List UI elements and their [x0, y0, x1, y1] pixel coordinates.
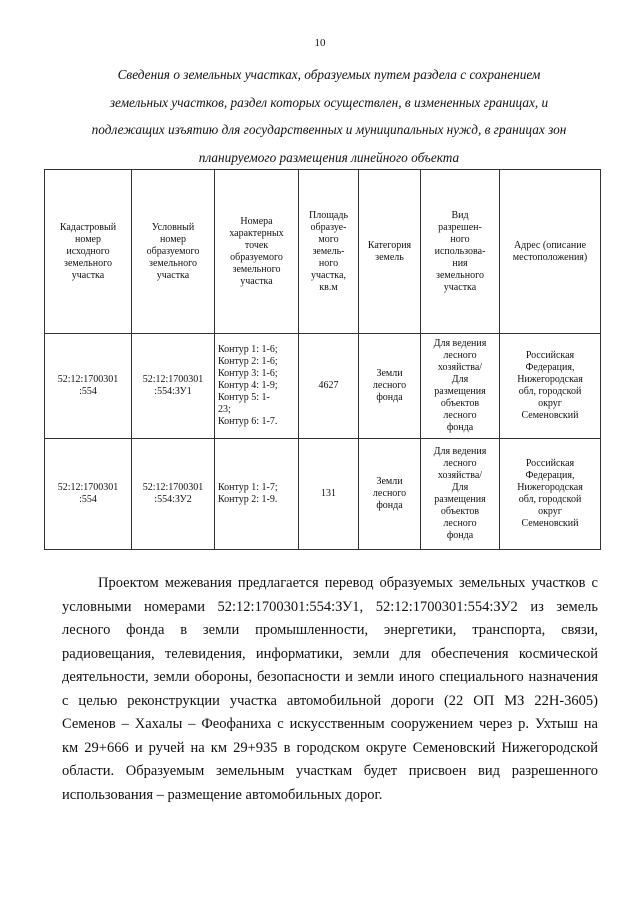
- cell-line: обл, городской: [518, 494, 582, 505]
- cell-line: Федерация,: [525, 362, 575, 373]
- cell-line: использова-: [434, 245, 486, 257]
- cell-line: Контур 2: 1-6;: [218, 356, 278, 367]
- header-permitted-use: [421, 170, 500, 334]
- cell-line: точек: [244, 239, 269, 251]
- body-line: использования – размещение автомобильных дорог.: [62, 786, 383, 803]
- body-line: с целью реконструкции участка автомобильной дороги (22 ОП МЗ 22Н-3605): [62, 692, 598, 709]
- body-line: Семенов – Хахалы – Феофаниха с искусственным сооружением через р. Ухтыш на: [62, 716, 598, 732]
- cell-line: 52:12:1700301: [57, 482, 119, 493]
- body-line: деятельности, земли обороны, безопасности и земли иного специального назначения: [62, 669, 598, 685]
- cell-line: участка: [240, 275, 273, 287]
- cell-line: размещения: [434, 494, 486, 505]
- cell-line: лесного: [443, 518, 477, 529]
- title-line: подлежащих изъятию для государственных и муниципальных нужд, в границах зон: [91, 122, 567, 137]
- cell-line: участка,: [311, 269, 346, 281]
- cell-conditional-number: [132, 334, 215, 439]
- cell-line: Контур 6: 1-7.: [218, 416, 278, 427]
- cell-line: размещения: [434, 386, 486, 397]
- cell-line: :554: [79, 386, 97, 397]
- document-title: [62, 61, 596, 171]
- cell-contour-points: [215, 439, 299, 550]
- table-row: [45, 439, 601, 550]
- cell-line: Для: [451, 482, 469, 493]
- cell-line: местоположения): [512, 251, 588, 263]
- cell-line: Семеновский: [521, 518, 579, 529]
- cell-line: лесного: [372, 488, 407, 499]
- cell-line: Для: [451, 374, 469, 385]
- title-line: земельных участков, раздел которых осуществлен, в измененных границах, и: [109, 94, 549, 110]
- cell-line: 52:12:1700301: [57, 374, 119, 385]
- cell-line: Адрес (описание: [513, 239, 587, 251]
- cell-source-cadastral: [45, 439, 132, 550]
- cell-line: ного: [450, 233, 470, 245]
- cell-line: номер: [160, 233, 186, 245]
- cell-line: Контур 2: 1-9.: [218, 494, 278, 505]
- table-header-row: [45, 170, 601, 334]
- cell-line: образуемого: [146, 245, 200, 257]
- header-conditional-number: [132, 170, 215, 334]
- cell-line: лесного: [443, 410, 477, 421]
- cell-line: :554: [79, 494, 97, 505]
- body-paragraph: [62, 572, 598, 807]
- cell-line: обл, городской: [518, 386, 582, 397]
- cell-address: [500, 439, 601, 550]
- cell-line: образуемого: [230, 251, 283, 263]
- cell-line: хозяйства/: [437, 362, 483, 373]
- cell-contour-points: [215, 334, 299, 439]
- cell-line: 52:12:1700301: [142, 482, 204, 493]
- cell-line: земель: [375, 251, 404, 263]
- header-source-cadastral: [45, 170, 132, 334]
- cell-line: земельного: [436, 269, 484, 281]
- cell-line: Категория: [367, 239, 412, 251]
- cell-line: объектов: [440, 506, 480, 517]
- body-line: области. Образуемым земельным участкам будет присвоен вид разрешенного: [62, 763, 598, 779]
- cell-line: ного: [318, 257, 339, 269]
- cell-line: Контур 4: 1-9;: [218, 380, 278, 391]
- cell-line: Земли: [376, 476, 403, 487]
- cell-line: :554:ЗУ2: [154, 494, 192, 505]
- cell-line: Контур 3: 1-6;: [218, 368, 278, 379]
- cell-area: 131: [299, 439, 359, 550]
- cell-line: :554:ЗУ1: [154, 386, 192, 397]
- body-line: км 29+666 и ручей на км 29+935 в городском округе Семеновский Нижегородской: [62, 739, 598, 756]
- cell-line: Контур 1: 1-7;: [218, 482, 278, 493]
- cell-line: фонда: [446, 422, 474, 433]
- cell-source-cadastral: [45, 334, 132, 439]
- cell-area: 4627: [299, 334, 359, 439]
- cell-line: округ: [538, 398, 562, 409]
- cell-line: Семеновский: [521, 410, 579, 421]
- cell-permitted-use: [421, 334, 500, 439]
- cell-line: Федерация,: [525, 470, 575, 481]
- cell-line: земельного: [64, 257, 112, 269]
- page-number: 10: [314, 37, 326, 49]
- header-address: [500, 170, 601, 334]
- cell-line: Номера: [240, 215, 273, 227]
- cell-line: Контур 1: 1-6;: [218, 344, 278, 355]
- cell-line: Кадастровый: [59, 221, 117, 233]
- body-line: лесного фонда в земли промышленности, энергетики, транспорта, связи,: [62, 622, 598, 638]
- cell-line: участка: [71, 269, 105, 281]
- cell-line: фонда: [376, 392, 403, 403]
- cell-line: Площадь: [309, 209, 348, 221]
- cell-line: земельного: [232, 263, 281, 275]
- title-line: Сведения о земельных участках, образуемых путем раздела с сохранением: [117, 67, 541, 82]
- cell-line: номер: [75, 233, 101, 245]
- cell-line: Контур 5: 1-: [218, 392, 270, 403]
- cell-line: 23;: [218, 404, 231, 415]
- cell-line: земельного: [149, 257, 197, 269]
- cell-line: лесного: [443, 458, 477, 469]
- header-contour-points: [215, 170, 299, 334]
- body-line: Проектом межевания предлагается перевод образуемых земельных участков с: [98, 575, 598, 591]
- cell-address: [500, 334, 601, 439]
- cell-line: исходного: [66, 245, 110, 257]
- cell-line: Российская: [525, 350, 575, 361]
- cell-line: Условный: [151, 221, 195, 233]
- cell-line: Российская: [525, 458, 575, 469]
- cell-line: округ: [538, 506, 562, 517]
- cell-line: Для ведения: [433, 446, 487, 457]
- cell-line: Нижегородская: [517, 374, 583, 385]
- cell-conditional-number: [132, 439, 215, 550]
- cell-line: фонда: [376, 500, 403, 511]
- cell-line: Вид: [451, 209, 469, 221]
- cell-line: Нижегородская: [517, 482, 583, 493]
- cell-category: [359, 439, 421, 550]
- cell-line: земель-: [312, 245, 345, 257]
- title-line: планируемого размещения линейного объекта: [198, 149, 460, 165]
- table-row: [45, 334, 601, 439]
- cell-line: лесного: [372, 380, 407, 391]
- cell-line: фонда: [446, 530, 474, 541]
- cell-line: разрешен-: [438, 221, 482, 233]
- cell-line: образуе-: [310, 221, 347, 233]
- cell-line: 52:12:1700301: [142, 374, 204, 385]
- cell-permitted-use: [421, 439, 500, 550]
- cell-line: участка: [156, 269, 190, 281]
- cell-line: ния: [452, 257, 468, 269]
- body-line: условными номерами 52:12:1700301:554:ЗУ1, 52:12:1700301:554:ЗУ2 из земель: [62, 598, 598, 615]
- cell-line: участка: [443, 281, 477, 293]
- cell-category: [359, 334, 421, 439]
- cell-line: Земли: [376, 368, 403, 379]
- header-category: [359, 170, 421, 334]
- cell-line: хозяйства/: [437, 470, 483, 481]
- cell-line: объектов: [440, 398, 480, 409]
- cell-line: лесного: [443, 350, 477, 361]
- land-parcels-table: [44, 169, 601, 550]
- cell-line: Для ведения: [433, 338, 487, 349]
- cell-line: характерных: [229, 227, 284, 239]
- cell-line: кв.м: [319, 281, 338, 293]
- header-area: [299, 170, 359, 334]
- cell-line: мого: [318, 233, 339, 245]
- body-line: радиовещания, телевидения, информатики, земли для обеспечения космической: [62, 645, 598, 662]
